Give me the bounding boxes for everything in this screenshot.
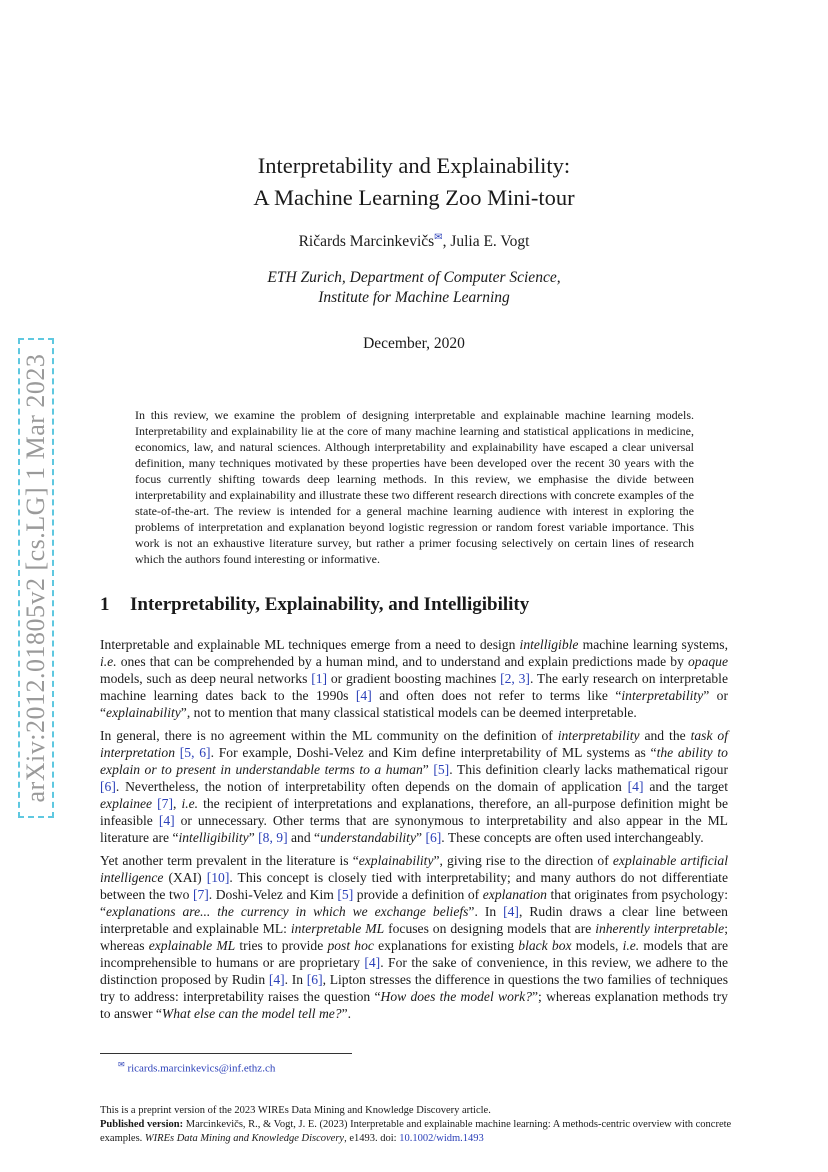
preprint-notice xyxy=(100,1104,740,1146)
text: . In xyxy=(284,972,307,987)
emphasis: black box xyxy=(518,938,572,953)
text: models, such as deep neural networks xyxy=(100,671,312,686)
text: tries to provide xyxy=(235,938,328,953)
paper-title xyxy=(0,150,828,214)
author-separator: , xyxy=(442,233,451,251)
emphasis: task of interpretation xyxy=(100,728,728,760)
paragraph-1 xyxy=(100,636,728,721)
text: ” xyxy=(422,762,434,777)
emphasis: explainee xyxy=(100,796,153,811)
citation-link[interactable]: [5] xyxy=(433,762,450,777)
doi-link[interactable]: 10.1002/widm.1493 xyxy=(399,1133,484,1144)
title-line-2: A Machine Learning Zoo Mini-tour xyxy=(253,185,575,210)
text: In general, there is no agreement within the ML community on the definition of xyxy=(100,728,558,743)
paragraph-2 xyxy=(100,727,728,846)
citation-link[interactable]: [4] xyxy=(268,972,285,987)
text: Interpretable and explainable ML techniques emerge from a need to design xyxy=(100,637,520,652)
author-2: Julia E. Vogt xyxy=(450,233,530,251)
preprint-line: This is a preprint version of the 2023 WIREs Data Mining and Knowledge Discovery article. xyxy=(100,1105,491,1116)
emphasis: inherently interpretable xyxy=(595,921,725,936)
text: . For the sake of convenience, in this review, we adhere to the distinction proposed by Rudin xyxy=(100,955,728,987)
text: , Lipton stresses the difference in questions the two families of techniques try to address: interpretability raises the question “ xyxy=(100,972,728,1004)
emphasis: i.e. xyxy=(100,654,117,669)
footnote xyxy=(118,1060,275,1075)
emphasis: opaque xyxy=(687,654,728,669)
text: Yet another term prevalent in the literature is “ xyxy=(100,853,359,868)
text: . Doshi-Velez and Kim xyxy=(208,887,338,902)
text: models, xyxy=(571,938,623,953)
citation-link[interactable]: [7] xyxy=(157,796,173,811)
text: and often does not refer to terms like “ xyxy=(371,688,622,703)
affiliation xyxy=(0,268,828,308)
text: . Nevertheless, the notion of interpretability often depends on the domain of application xyxy=(115,779,628,794)
email-link[interactable]: ricards.marcinkevics@inf.ethz.ch xyxy=(127,1062,276,1075)
text: . This concept is closely tied with interpretability; and many authors do not differentiate between the two xyxy=(100,870,728,902)
citation-link[interactable]: [4] xyxy=(355,688,372,703)
citation-link[interactable]: [5, 6] xyxy=(179,745,211,760)
emphasis: explanations are... the currency in which we exchange beliefs xyxy=(106,904,469,919)
emphasis: the ability to explain or to present in understandable terms to a human xyxy=(100,745,728,777)
emphasis: post hoc xyxy=(327,938,374,953)
citation-link[interactable]: [8, 9] xyxy=(258,830,288,845)
emphasis: intelligible xyxy=(519,637,579,652)
reference-text: Marcinkevičs, R., & Vogt, J. E. (2023) Interpretable and explainable machine learning: A methods-centric overview with concrete examples. xyxy=(100,1119,732,1144)
citation-link[interactable]: [5] xyxy=(337,887,354,902)
author-1: Ričards Marcinkevičs xyxy=(298,233,435,251)
text: . The early research on interpretable machine learning dates back to the 1990s xyxy=(100,671,728,703)
text: ” xyxy=(416,830,426,845)
text: ” or “ xyxy=(100,688,728,720)
section-number: 1 xyxy=(100,594,110,615)
emphasis: intelligibility xyxy=(178,830,249,845)
text: models that are incomprehensible to humans or are proprietary xyxy=(100,938,728,970)
text: provide a definition of xyxy=(353,887,483,902)
citation-link[interactable]: [6] xyxy=(425,830,442,845)
affiliation-line-2: Institute for Machine Learning xyxy=(318,289,510,306)
section-title: Interpretability, Explainability, and Intelligibility xyxy=(130,594,530,615)
arxiv-stamp xyxy=(18,338,54,818)
arxiv-identifier: arXiv:2012.01805v2 [cs.LG] 1 Mar 2023 xyxy=(21,353,50,803)
email-mark-icon[interactable]: ✉ xyxy=(434,232,443,243)
journal-name: WIREs Data Mining and Knowledge Discovery xyxy=(144,1133,345,1144)
emphasis: explainability xyxy=(358,853,434,868)
affiliation-line-1: ETH Zurich, Department of Computer Science, xyxy=(267,269,561,286)
emphasis: What else can the model tell me? xyxy=(161,1006,342,1021)
text: machine learning systems, xyxy=(578,637,728,652)
text: . For example, Doshi-Velez and Kim define interpretability of ML systems as “ xyxy=(210,745,657,760)
text: the recipient of interpretations and explanations, therefore, an all-purpose definition might be infeasible xyxy=(100,796,729,828)
text: ”, not to mention that many classical statistical models can be deemed interpretable. xyxy=(180,705,637,720)
citation-link[interactable]: [2, 3] xyxy=(500,671,530,686)
citation-link[interactable]: [1] xyxy=(311,671,328,686)
text: ”. xyxy=(341,1006,352,1021)
text: . This definition clearly lacks mathematical rigour xyxy=(449,762,728,777)
abstract: In this review, we examine the problem of designing interpretable and explainable machine learning models. Interpretability and explainability lie at the core of many machine learning and statistical applications in medicine, economics, law, and natural sciences. Although interpretability and explainability have escaped a clear universal definition, many techniques motivated by these properties have been developed over the recent 30 years with the focus currently shifting towards deep learning methods. In this review, we emphasise the divide between interpretability and explainability and illustrate these two different research directions with concrete examples of the state-of-the-art. The review is intended for a general machine learning audience with interest in exploring the problems of interpretation and explanation beyond logistic regression or random forest variable importance. This work is not an exhaustive literature survey, but rather a primer focusing selectively on certain lines of research which the authors found interesting or informative. xyxy=(135,408,694,566)
emphasis: i.e. xyxy=(181,796,199,811)
text: (XAI) xyxy=(163,870,207,885)
text: and the xyxy=(639,728,691,743)
text: , xyxy=(173,796,182,811)
body-text xyxy=(100,636,728,1028)
text: explanations for existing xyxy=(373,938,519,953)
emphasis: interpretable ML xyxy=(290,921,385,936)
text: ” xyxy=(248,830,259,845)
text: that originates from psychology: “ xyxy=(100,887,729,919)
text: or unnecessary. Other terms that are synonymous to interpretability and also appear in the ML literature are “ xyxy=(100,813,728,845)
section-heading xyxy=(100,594,529,616)
emphasis: understandability xyxy=(320,830,416,845)
emphasis: How does the model work? xyxy=(380,989,532,1004)
citation-link[interactable]: [4] xyxy=(627,779,644,794)
emphasis: explainable artificial intelligence xyxy=(100,853,728,885)
published-version xyxy=(100,1118,740,1146)
publication-date: December, 2020 xyxy=(363,335,465,352)
text: or gradient boosting machines xyxy=(327,671,501,686)
emphasis: i.e. xyxy=(622,938,640,953)
text: and the target xyxy=(643,779,728,794)
paragraph-3 xyxy=(100,852,728,1022)
citation-link[interactable]: [6] xyxy=(306,972,323,987)
text: . These concepts are often used interchangeably. xyxy=(441,830,704,845)
emphasis: explainability xyxy=(106,705,181,720)
footnote-rule xyxy=(100,1053,352,1054)
text: , Rudin draws a clear line between interpretable and explainable ML: xyxy=(100,904,728,936)
text: ”. In xyxy=(468,904,504,919)
author-list xyxy=(0,232,828,251)
citation-link[interactable]: [6] xyxy=(100,779,116,794)
published-label: Published version: xyxy=(100,1119,184,1130)
email-mark-icon: ✉ xyxy=(118,1060,125,1069)
text: ”, giving rise to the direction of xyxy=(433,853,613,868)
text: ”; whereas explanation methods try to answer “ xyxy=(100,989,728,1021)
citation-link[interactable]: [4] xyxy=(503,904,519,919)
citation-link[interactable]: [4] xyxy=(364,955,381,970)
citation-link[interactable]: [4] xyxy=(158,813,175,828)
reference-text-2: , e1493. doi: xyxy=(344,1133,400,1144)
title-line-1: Interpretability and Explainability: xyxy=(257,153,571,178)
emphasis: interpretability xyxy=(557,728,640,743)
emphasis: explanation xyxy=(482,887,547,902)
text: ones that can be comprehended by a human mind, and to understand and explain predictions made by xyxy=(116,654,688,669)
text: focuses on designing models that are xyxy=(384,921,596,936)
text: ; whereas xyxy=(100,921,728,953)
citation-link[interactable]: [10] xyxy=(206,870,230,885)
text: and “ xyxy=(287,830,321,845)
citation-link[interactable]: [7] xyxy=(192,887,209,902)
emphasis: explainable ML xyxy=(148,938,236,953)
emphasis: interpretability xyxy=(621,688,704,703)
